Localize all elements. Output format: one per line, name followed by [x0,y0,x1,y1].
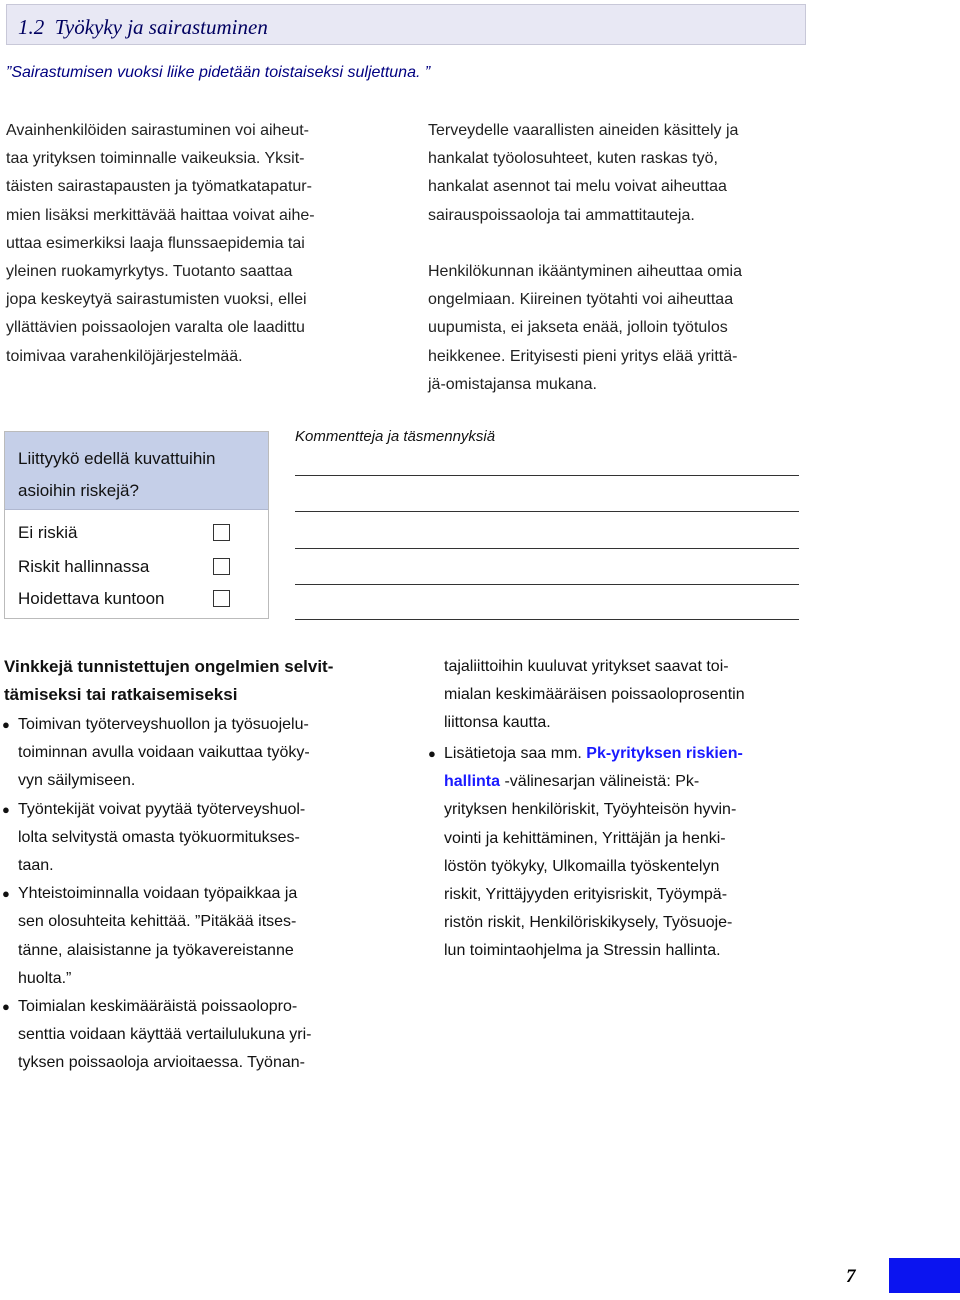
comment-line[interactable] [295,619,799,620]
paragraph-right-1: Terveydelle vaarallisten aineiden käsittely ja hankalat työolosuhteet, kuten raskas työ, hankalat asennot tai melu voivat aiheuttaa sairauspoissaoloja tai ammattitauteja. [428,122,739,224]
section-heading [18,14,268,40]
tip-text-after-link: -välinesarjan välineistä: Pk- yrityksen henkilöriskit, Työyhteisön hyvin- vointi ja kehittäminen, Yrittäjän ja henki- löstön työkyky, Ulkomailla työskentelyn riskit, Yrittäjyyden erityisriskit, Työympä- ristön riskit, Henkilöriskikysely, Työsuoje- lun toimintaohjelma ja Stressin hallinta. [444,773,737,960]
tips-list [2,711,372,1078]
comment-line[interactable] [295,475,799,476]
comments-label: Kommentteja ja täsmennyksiä [295,428,496,445]
tip-text-before-link: Lisätietoja saa mm. [444,745,587,762]
tip-item [2,711,372,796]
option-no-risk-label: Ei riskiä [18,523,78,542]
option-risks-managed-label: Riskit hallinnassa [18,557,150,576]
tip-text: Työntekijät voivat pyytää työterveyshuol- lolta selvitystä omasta työkuormitukses- taan. [18,800,306,875]
tip-item [2,993,372,1078]
tip-text: Toimialan keskimääräistä poissaolopro- senttia voidaan käyttää vertailulukuna yri- tyksen poissaoloja arvioitaessa. Työnan- [18,998,312,1072]
bullet-icon: ● [2,717,10,732]
risk-management-link[interactable]: Pk-yrityksen riskien- hallinta [444,745,743,791]
page-marker-box [889,1258,960,1293]
bullet-icon: ● [2,999,10,1015]
intro-quote: ”Sairastumisen vuoksi liike pidetään toistaiseksi suljettuna. ” [6,64,431,81]
paragraph-right-2: Henkilökunnan ikääntyminen aiheuttaa omia ongelmiaan. Kiireinen työtahti voi aiheuttaa uupumista, ei jakseta enää, jolloin työtulos heikkenee. Erityisesti pieni yritys elää yrittä- jä-omistajansa mukana. [428,263,742,393]
tip-text: Yhteistoiminnalla voidaan työpaikkaa ja sen olosuhteita kehittää. ”Pitäkää itses- tänne, alaisistanne ja työkavereistanne huolta.” [18,885,298,987]
tips-list-continued [428,740,848,966]
bullet-icon: ● [2,801,10,817]
page-number: 7 [846,1266,856,1287]
comment-line[interactable] [295,511,799,512]
section-title: Työkyky ja sairastuminen [54,15,268,39]
comment-line[interactable] [295,584,799,585]
option-needs-fixing-checkbox[interactable] [213,590,230,607]
bullet-icon: ● [2,886,10,902]
tip-item [2,880,372,993]
risk-question-header [5,432,268,510]
bullet-icon: ● [428,746,436,761]
option-risks-managed-checkbox[interactable] [213,558,230,575]
tip-item [428,740,848,966]
tip-text: Toimivan työterveyshuollon ja työsuojelu- toiminnan avulla voidaan vaikuttaa työky- vyn säilymiseen. [18,716,310,790]
option-needs-fixing-label: Hoidettava kuntoon [18,589,165,608]
tip-continuation: tajaliittoihin kuuluvat yritykset saavat toi- mialan keskimääräisen poissaoloprosentin liittonsa kautta. [444,658,745,732]
comment-line[interactable] [295,548,799,549]
risk-assessment-box [4,431,269,619]
section-number: 1.2 [18,15,45,39]
tips-title: Vinkkejä tunnistettujen ongelmien selvit- tämiseksi tai ratkaisemiseksi [4,657,334,705]
tip-item [2,796,372,881]
tip-text [444,745,743,959]
paragraph-left: Avainhenkilöiden sairastuminen voi aiheut- taa yrityksen toiminnalle vaikeuksia. Yksit- täisten sairastapausten ja työmatkatapatur- mien lisäksi merkittävää haittaa voivat aihe- uttaa esimerkiksi laaja flunssaepidemia tai yleinen ruokamyrkytys. Tuotanto saattaa jopa keskeytyä sairastumisten vuoksi, ellei yllättävien poissaolojen varalta ole laadittu toimivaa varahenkilöjärjestelmää. [6,122,315,365]
option-no-risk-checkbox[interactable] [213,524,230,541]
risk-question: Liittyykö edellä kuvattuihin asioihin riskejä? [18,449,216,500]
